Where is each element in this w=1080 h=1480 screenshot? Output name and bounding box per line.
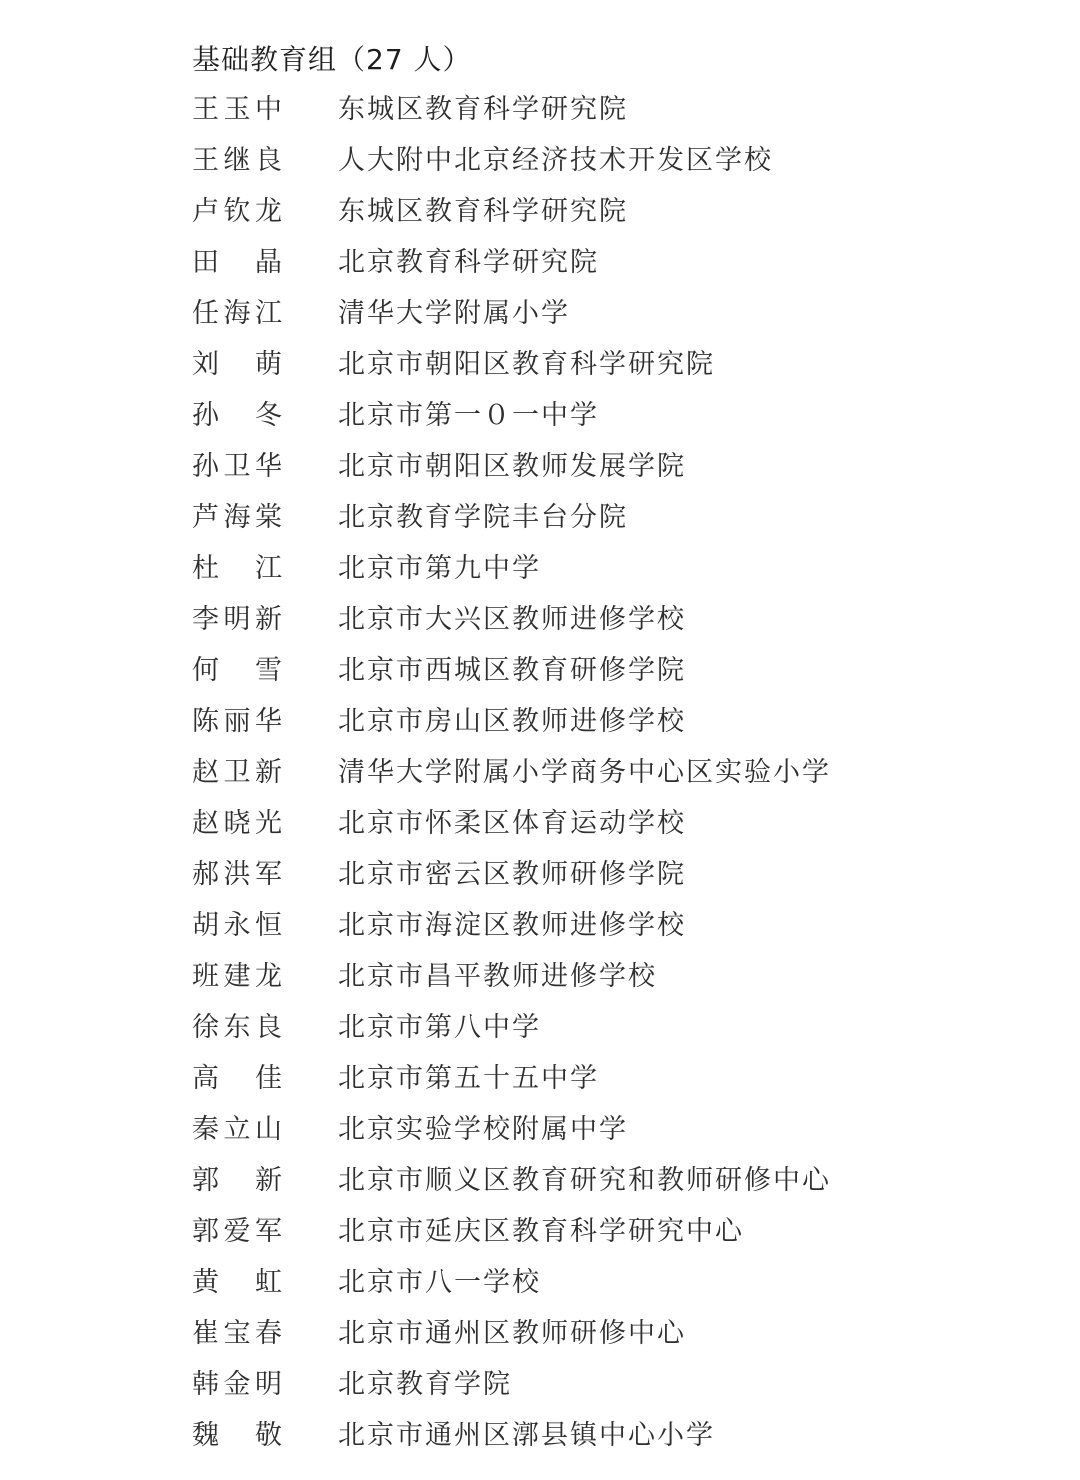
member-organization: 清华大学附属小学商务中心区实验小学 [338, 757, 831, 788]
member-organization: 北京市海淀区教师进修学校 [338, 910, 686, 941]
member-name: 韩金明 [192, 1369, 282, 1400]
member-name: 陈丽华 [192, 706, 282, 737]
member-organization: 北京市怀柔区体育运动学校 [338, 808, 686, 839]
member-organization: 北京教育学院丰台分院 [338, 502, 628, 533]
member-name: 秦立山 [192, 1114, 282, 1145]
member-name: 胡永恒 [192, 910, 282, 941]
member-organization: 东城区教育科学研究院 [338, 94, 628, 125]
member-name: 徐东良 [192, 1012, 282, 1043]
member-organization: 北京市朝阳区教育科学研究院 [338, 349, 715, 380]
member-organization: 清华大学附属小学 [338, 298, 570, 329]
member-row [0, 441, 1080, 492]
member-organization: 北京市第五十五中学 [338, 1063, 599, 1094]
member-row [0, 1053, 1080, 1104]
member-organization: 北京市朝阳区教师发展学院 [338, 451, 686, 482]
member-row [0, 492, 1080, 543]
member-name: 王继良 [192, 145, 282, 176]
member-row [0, 1155, 1080, 1206]
member-organization: 北京市第八中学 [338, 1012, 541, 1043]
member-name: 孙 冬 [192, 400, 282, 431]
member-name: 任海江 [192, 298, 282, 329]
member-list [0, 84, 1080, 1461]
member-row [0, 1257, 1080, 1308]
section-heading: 基础教育组（27 人） [192, 43, 472, 76]
member-organization: 北京市房山区教师进修学校 [338, 706, 686, 737]
member-name: 郝洪军 [192, 859, 282, 890]
member-row [0, 645, 1080, 696]
member-row [0, 390, 1080, 441]
member-row [0, 696, 1080, 747]
member-row [0, 747, 1080, 798]
member-name: 赵卫新 [192, 757, 282, 788]
member-organization: 北京市八一学校 [338, 1267, 541, 1298]
member-name: 魏 敬 [192, 1420, 282, 1451]
member-name: 李明新 [192, 604, 282, 635]
member-row [0, 288, 1080, 339]
member-name: 赵晓光 [192, 808, 282, 839]
member-organization: 北京市第九中学 [338, 553, 541, 584]
member-organization: 北京市第一０一中学 [338, 400, 599, 431]
member-organization: 北京市延庆区教育科学研究中心 [338, 1216, 744, 1247]
member-row [0, 135, 1080, 186]
member-row [0, 1104, 1080, 1155]
member-name: 卢钦龙 [192, 196, 282, 227]
member-row [0, 900, 1080, 951]
member-name: 刘 萌 [192, 349, 282, 380]
member-row [0, 594, 1080, 645]
member-row [0, 1359, 1080, 1410]
member-name: 杜 江 [192, 553, 282, 584]
member-organization: 北京市顺义区教育研究和教师研修中心 [338, 1165, 831, 1196]
member-name: 郭爱军 [192, 1216, 282, 1247]
member-name: 何 雪 [192, 655, 282, 686]
member-row [0, 543, 1080, 594]
member-name: 高 佳 [192, 1063, 282, 1094]
member-name: 田 晶 [192, 247, 282, 278]
member-row [0, 798, 1080, 849]
member-row [0, 84, 1080, 135]
member-name: 郭 新 [192, 1165, 282, 1196]
member-name: 芦海棠 [192, 502, 282, 533]
member-row [0, 951, 1080, 1002]
member-row [0, 186, 1080, 237]
member-row [0, 849, 1080, 900]
member-row [0, 1206, 1080, 1257]
member-organization: 北京市密云区教师研修学院 [338, 859, 686, 890]
member-organization: 北京教育学院 [338, 1369, 512, 1400]
member-organization: 东城区教育科学研究院 [338, 196, 628, 227]
member-organization: 北京实验学校附属中学 [338, 1114, 628, 1145]
member-organization: 北京市西城区教育研修学院 [338, 655, 686, 686]
member-name: 班建龙 [192, 961, 282, 992]
member-organization: 北京教育科学研究院 [338, 247, 599, 278]
member-organization: 人大附中北京经济技术开发区学校 [338, 145, 773, 176]
member-organization: 北京市大兴区教师进修学校 [338, 604, 686, 635]
member-name: 孙卫华 [192, 451, 282, 482]
member-name: 崔宝春 [192, 1318, 282, 1349]
member-organization: 北京市昌平教师进修学校 [338, 961, 657, 992]
member-name: 黄 虹 [192, 1267, 282, 1298]
member-row [0, 1410, 1080, 1461]
member-row [0, 339, 1080, 390]
member-organization: 北京市通州区教师研修中心 [338, 1318, 686, 1349]
member-name: 王玉中 [192, 94, 282, 125]
member-row [0, 1308, 1080, 1359]
member-organization: 北京市通州区漷县镇中心小学 [338, 1420, 715, 1451]
member-row [0, 1002, 1080, 1053]
member-row [0, 237, 1080, 288]
